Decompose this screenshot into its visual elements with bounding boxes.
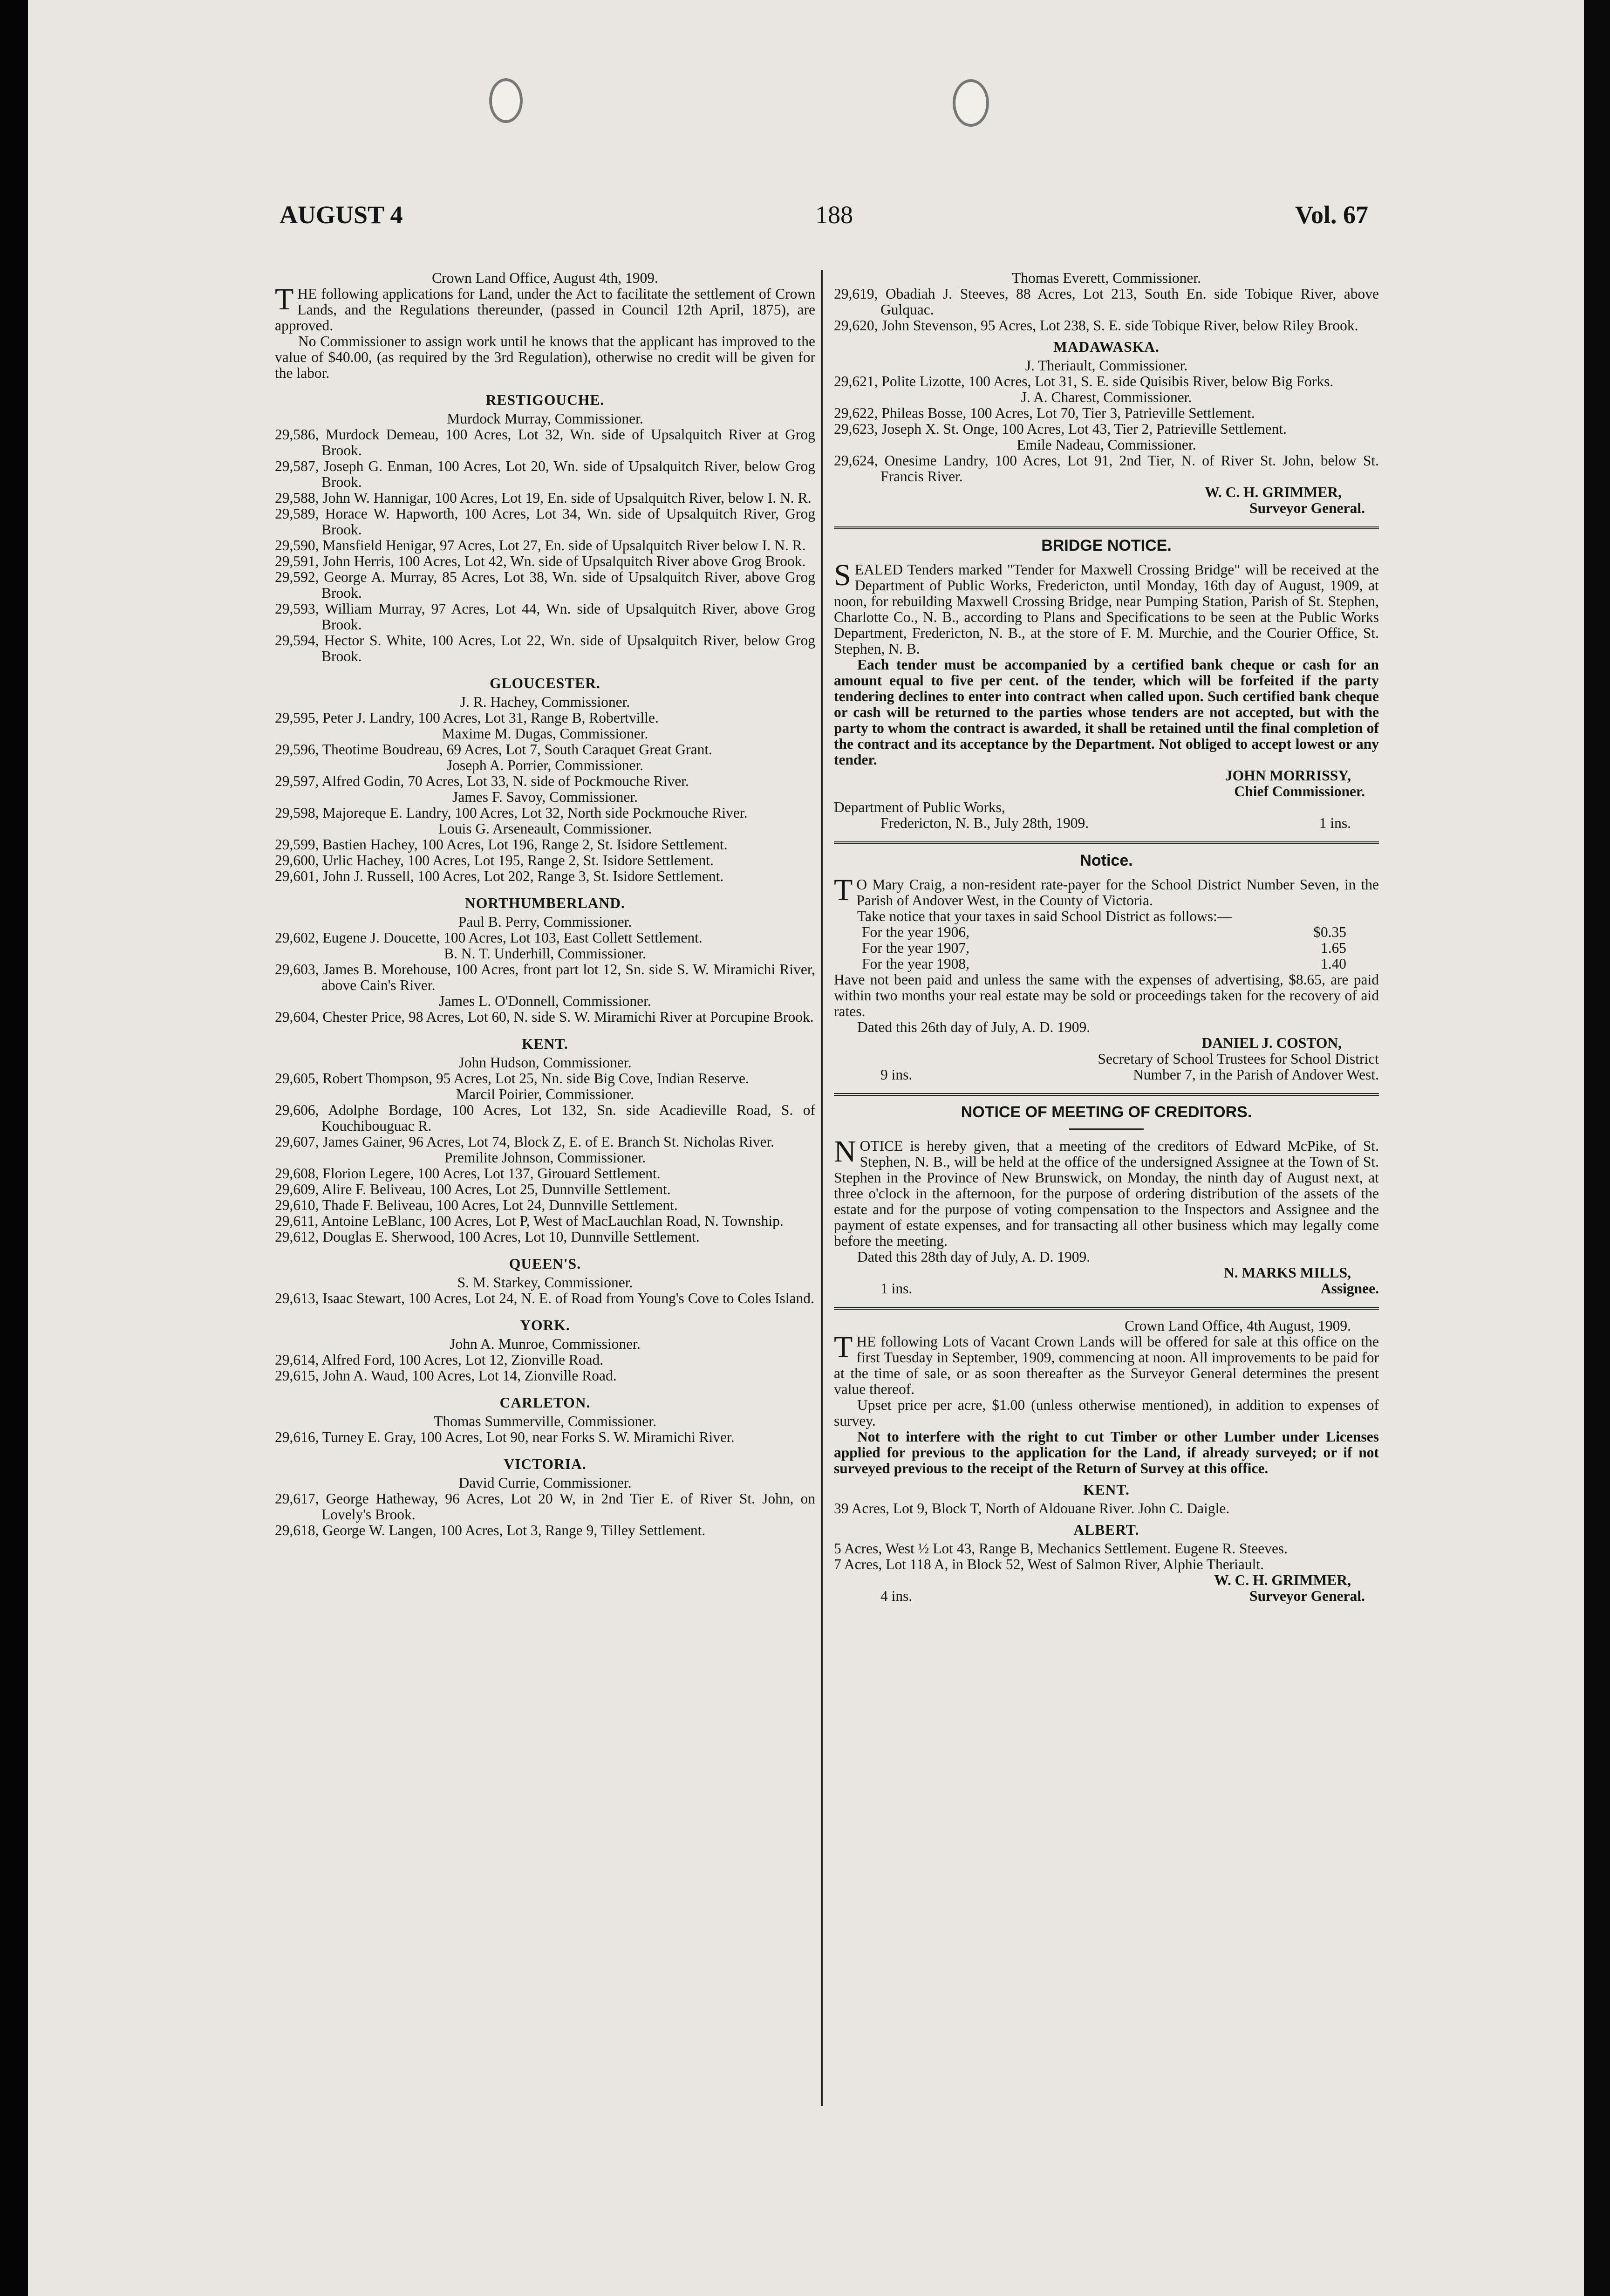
county-heading: KENT. xyxy=(522,1036,568,1052)
bridge-signature-name: JOHN MORRISSY, xyxy=(1225,767,1351,784)
commissioner-name: Thomas Everett, Commissioner. xyxy=(1012,270,1201,286)
commissioner-name: Joseph A. Porrier, Commissioner. xyxy=(446,757,644,773)
tax-row xyxy=(834,956,1346,972)
commissioner-name: Murdock Murray, Commissioner. xyxy=(447,410,643,427)
commissioner-name: John A. Munroe, Commissioner. xyxy=(450,1336,641,1352)
county-heading: VICTORIA. xyxy=(504,1456,587,1472)
notice-dated: Dated this 26th day of July, A. D. 1909. xyxy=(857,1019,1091,1035)
land-application-entry: 29,619, Obadiah J. Steeves, 88 Acres, Lot 213, South En. side Tobique River, above Gulquac. xyxy=(834,286,1379,318)
vacant-signature-title: Surveyor General. xyxy=(1249,1588,1365,1604)
land-application-entry: 29,609, Alire F. Beliveau, 100 Acres, Lot 25, Dunnville Settlement. xyxy=(275,1181,671,1197)
land-application-entry: 29,590, Mansfield Henigar, 97 Acres, Lot 27, En. side of Upsalquitch River below I. N. R. xyxy=(275,537,806,554)
commissioner-name: S. M. Starkey, Commissioner. xyxy=(457,1274,633,1291)
county-heading-albert: ALBERT. xyxy=(1073,1522,1139,1538)
land-application-entry: 29,599, Bastien Hachey, 100 Acres, Lot 196, Range 2, St. Isidore Settlement. xyxy=(275,836,728,853)
notice-body-2: Take notice that your taxes in said School District as follows:— xyxy=(857,908,1232,924)
scan-border-right xyxy=(1584,0,1610,2296)
tax-table xyxy=(834,924,1379,972)
tax-row xyxy=(834,940,1346,956)
land-application-entry: 29,615, John A. Waud, 100 Acres, Lot 14, Zionville Road. xyxy=(275,1367,617,1384)
land-application-entry: 29,613, Isaac Stewart, 100 Acres, Lot 24, N. E. of Road from Young's Cove to Coles Island. xyxy=(275,1290,814,1306)
spacer xyxy=(275,1025,815,1031)
commissioner-name: Louis G. Arseneault, Commissioner. xyxy=(438,820,652,837)
tax-row xyxy=(834,924,1346,940)
county-heading: RESTIGOUCHE. xyxy=(485,392,605,408)
land-application-entry: 29,624, Onesime Landry, 100 Acres, Lot 91, 2nd Tier, N. of River St. John, below St. Francis River. xyxy=(834,452,1379,485)
land-application-entry: 29,603, James B. Morehouse, 100 Acres, front part lot 12, Sn. side S. W. Miramichi River, above Cain's River. xyxy=(275,961,815,993)
land-application-entry: 29,621, Polite Lizotte, 100 Acres, Lot 31, S. E. side Quisibis River, below Big Forks. xyxy=(834,373,1334,390)
land-application-entry: 29,598, Majoreque E. Landry, 100 Acres, Lot 32, North side Pockmouche River. xyxy=(275,805,748,821)
land-application-entry: 29,596, Theotime Boudreau, 69 Acres, Lot 7, South Caraquet Great Grant. xyxy=(275,741,712,758)
short-rule xyxy=(1069,1128,1144,1130)
land-application-entry: 29,611, Antoine LeBlanc, 100 Acres, Lot P, West of MacLauchlan Road, N. Township. xyxy=(275,1213,784,1229)
spacer xyxy=(275,1384,815,1389)
notice-signature-title: Secretary of School Trustees for School District xyxy=(1098,1051,1379,1067)
intro-paragraph: THE following applications for Land, under the Act to facilitate the settlement of Crown Lands, and the Regulations thereunder, (passed in Council 12th April, 1875), are approved. xyxy=(275,282,815,334)
commissioner-name: Marcil Poirier, Commissioner. xyxy=(456,1086,634,1102)
tax-amount: 1.40 xyxy=(1320,956,1346,972)
land-application-entry: 29,594, Hector S. White, 100 Acres, Lot 22, Wn. side of Upsalquitch River, below Grog Brook. xyxy=(275,632,815,664)
land-application-entry: 29,623, Joseph X. St. Onge, 100 Acres, Lot 43, Tier 2, Patrieville Settlement. xyxy=(834,421,1287,437)
spacer xyxy=(275,1245,815,1250)
punch-hole xyxy=(953,79,989,127)
commissioner-name: James F. Savoy, Commissioner. xyxy=(452,789,638,805)
bridge-ins: 1 ins. xyxy=(1319,815,1351,831)
bridge-notice-body-2: Each tender must be accompanied by a certified bank cheque or cash for an amount equal to five per cent. of the tender, which will be forfeited if the party tendering declines to enter into contract when called upon. Such certified bank cheque or cash will be returned to the parties whose tenders are not accepted, but with the party to whom the contract is awarded, it shall be retained until the final completion of the contract and its acceptance by the Department. Not obliged to accept lowest or any tender. xyxy=(834,656,1379,768)
notice-body-3: Have not been paid and unless the same with the expenses of advertising, $8.65, are paid within two months your real estate may be sold or proceedings taken for the recovery of aid rates. xyxy=(834,971,1379,1019)
county-heading: GLOUCESTER. xyxy=(490,675,600,691)
tax-year: For the year 1906, xyxy=(862,924,969,940)
creditors-heading: NOTICE OF MEETING OF CREDITORS. xyxy=(961,1103,1252,1121)
spacer xyxy=(275,1306,815,1312)
land-application-entry: 29,588, John W. Hannigar, 100 Acres, Lot 19, En. side of Upsalquitch River, below I. N. R. xyxy=(275,490,812,506)
vacant-dateline: Crown Land Office, 4th August, 1909. xyxy=(1125,1318,1351,1334)
vacant-signature-name: W. C. H. GRIMMER, xyxy=(1214,1572,1351,1588)
divider xyxy=(834,526,1379,529)
land-application-entry: 29,612, Douglas E. Sherwood, 100 Acres, Lot 10, Dunnville Settlement. xyxy=(275,1229,700,1245)
commissioner-name: David Currie, Commissioner. xyxy=(458,1475,632,1491)
commissioner-name: John Hudson, Commissioner. xyxy=(458,1054,632,1071)
tax-amount: 1.65 xyxy=(1320,940,1346,956)
land-application-entry: 29,591, John Herris, 100 Acres, Lot 42, Wn. side of Upsalquitch River above Grog Brook. xyxy=(275,553,806,569)
land-application-entry: 29,608, Florion Legere, 100 Acres, Lot 137, Girouard Settlement. xyxy=(275,1165,661,1182)
spacer xyxy=(275,664,815,670)
madawaska-section xyxy=(834,339,1379,485)
spacer xyxy=(275,1445,815,1451)
tax-year: For the year 1907, xyxy=(862,940,969,956)
notice-signature-title-2: Number 7, in the Parish of Andover West. xyxy=(1133,1066,1379,1083)
signature-name: W. C. H. GRIMMER, xyxy=(1205,484,1342,500)
kent-lots xyxy=(834,1501,1379,1517)
creditors-signature-name: N. MARKS MILLS, xyxy=(1223,1264,1351,1281)
vacant-lot-entry: 39 Acres, Lot 9, Block T, North of Aldouane River. John C. Daigle. xyxy=(834,1500,1230,1517)
header-volume: Vol. 67 xyxy=(1295,201,1369,229)
land-application-entry: 29,593, William Murray, 97 Acres, Lot 44, Wn. side of Upsalquitch River, above Grog Brook. xyxy=(275,601,815,633)
creditors-signature-title: Assignee. xyxy=(1320,1280,1379,1297)
bridge-notice-heading: BRIDGE NOTICE. xyxy=(1041,537,1172,554)
vacant-ins: 4 ins. xyxy=(880,1588,913,1604)
victoria-continued xyxy=(834,270,1379,334)
page-header xyxy=(280,200,1398,238)
land-application-entry: 29,622, Phileas Bosse, 100 Acres, Lot 70, Tier 3, Patrieville Settlement. xyxy=(834,405,1255,421)
bridge-signature-title: Chief Commissioner. xyxy=(1234,783,1365,800)
vacant-lot-entry: 5 Acres, West ½ Lot 43, Range B, Mechanics Settlement. Eugene R. Steeves. xyxy=(834,1540,1288,1557)
commissioner-name: Premilite Johnson, Commissioner. xyxy=(444,1149,646,1166)
land-application-entry: 29,605, Robert Thompson, 95 Acres, Lot 25, Nn. side Big Cove, Indian Reserve. xyxy=(275,1070,749,1086)
land-application-entry: 29,601, John J. Russell, 100 Acres, Lot 202, Range 3, St. Isidore Settlement. xyxy=(275,868,724,884)
vacant-body-2: Upset price per acre, $1.00 (unless otherwise mentioned), in addition to expenses of survey. xyxy=(834,1397,1379,1429)
land-application-entry: 29,592, George A. Murray, 85 Acres, Lot 38, Wn. side of Upsalquitch River, above Grog Brook. xyxy=(275,569,815,601)
albert-lots xyxy=(834,1541,1379,1572)
land-application-entry: 29,586, Murdock Demeau, 100 Acres, Lot 32, Wn. side of Upsalquitch River at Grog Brook. xyxy=(275,426,815,458)
spacer xyxy=(275,381,815,387)
land-application-entry: 29,616, Turney E. Gray, 100 Acres, Lot 90, near Forks S. W. Miramichi River. xyxy=(275,1429,735,1445)
land-application-entry: 29,600, Urlic Hachey, 100 Acres, Lot 195, Range 2, St. Isidore Settlement. xyxy=(275,852,714,868)
land-application-entry: 29,604, Chester Price, 98 Acres, Lot 60, N. side S. W. Miramichi River at Porcupine Brook. xyxy=(275,1009,814,1025)
tax-year: For the year 1908, xyxy=(862,956,969,972)
creditors-body: NOTICE is hereby given, that a meeting of the creditors of Edward McPike, of St. Stephen, N. B., will be held at the office of the undersigned Assignee at the Town of St. Stephen in the Province of New Brunswick, on Monday, the ninth day of August next, at three o'clock in the afternoon, for the purpose of ordering distribution of the assets of the estate and for the purpose of voting compensation to the Inspectors and Assignee and the payment of estate expenses, and for transacting all other business which may legally come before the meeting. xyxy=(834,1134,1379,1249)
vacant-lot-entry: 7 Acres, Lot 118 A, in Block 52, West of Salmon River, Alphie Theriault. xyxy=(834,1556,1264,1572)
header-date: AUGUST 4 xyxy=(280,201,403,229)
notice-ins: 9 ins. xyxy=(880,1066,913,1083)
left-column xyxy=(275,270,815,1538)
commissioner-name: James L. O'Donnell, Commissioner. xyxy=(439,993,651,1009)
land-application-entry: 29,589, Horace W. Hapworth, 100 Acres, Lot 34, Wn. side of Upsalquitch River, Grog Brook. xyxy=(275,506,815,538)
land-application-entry: 29,617, George Hatheway, 96 Acres, Lot 20 W, in 2nd Tier E. of River St. John, on Lovely's Brook. xyxy=(275,1490,815,1523)
notice-signature-name: DANIEL J. COSTON, xyxy=(1201,1035,1342,1051)
bridge-place: Fredericton, N. B., July 28th, 1909. xyxy=(880,815,1089,831)
commissioner-name: Emile Nadeau, Commissioner. xyxy=(1016,437,1196,453)
commissioner-name: Paul B. Perry, Commissioner. xyxy=(458,914,632,930)
notice-heading: Notice. xyxy=(1080,852,1133,869)
dateline: Crown Land Office, August 4th, 1909. xyxy=(432,270,658,286)
commissioner-name: Maxime M. Dugas, Commissioner. xyxy=(442,725,648,742)
intro-paragraph-2: No Commissioner to assign work until he knows that the applicant has improved to the value of $40.00, (as required by the 3rd Regulation), otherwise no credit will be given for the labor. xyxy=(275,333,815,381)
commissioner-name: J. R. Hachey, Commissioner. xyxy=(460,694,630,710)
county-heading: MADAWASKA. xyxy=(1053,339,1160,355)
tax-amount: $0.35 xyxy=(1313,924,1346,940)
spacer xyxy=(275,884,815,890)
county-heading-kent: KENT. xyxy=(1083,1482,1130,1498)
land-application-entry: 29,597, Alfred Godin, 70 Acres, Lot 33, N. side of Pockmouche River. xyxy=(275,773,689,789)
land-application-entry: 29,606, Adolphe Bordage, 100 Acres, Lot 132, Sn. side Acadieville Road, S. of Kouchibouguac R. xyxy=(275,1102,815,1134)
land-application-entry: 29,595, Peter J. Landry, 100 Acres, Lot 31, Range B, Robertville. xyxy=(275,710,659,726)
land-application-entry: 29,614, Alfred Ford, 100 Acres, Lot 12, Zionville Road. xyxy=(275,1352,604,1368)
commissioner-name: Thomas Summerville, Commissioner. xyxy=(434,1413,656,1429)
commissioner-name: B. N. T. Underhill, Commissioner. xyxy=(444,945,646,962)
divider xyxy=(834,1307,1379,1310)
county-heading: YORK. xyxy=(520,1317,570,1333)
land-application-entry: 29,620, John Stevenson, 95 Acres, Lot 238, S. E. side Tobique River, below Riley Brook. xyxy=(834,317,1358,334)
creditors-ins: 1 ins. xyxy=(880,1280,913,1297)
land-application-entry: 29,602, Eugene J. Doucette, 100 Acres, Lot 103, East Collett Settlement. xyxy=(275,929,703,946)
bridge-department: Department of Public Works, xyxy=(834,799,1005,815)
right-column xyxy=(834,270,1379,1604)
vacant-body-3: Not to interfere with the right to cut Timber or other Lumber under Licenses applied for previous to the application for the Land, if already surveyed; or if not surveyed previous to the receipt of the Return of Survey at this office. xyxy=(834,1428,1379,1476)
page-number: 188 xyxy=(815,201,853,229)
bridge-notice-body: SEALED Tenders marked "Tender for Maxwell Crossing Bridge" will be received at the Department of Public Works, Fredericton, until Monday, 16th day of August, 1909, at noon, for rebuilding Maxwell Crossing Bridge, near Pumping Station, Parish of St. Stephen, Charlotte Co., N. B., according to Plans and Specifications to be seen at the Public Works Department, Fredericton, N. B., at the store of F. M. Murchie, and the Courier Office, St. Stephen, N. B. xyxy=(834,558,1379,657)
county-heading: NORTHUMBERLAND. xyxy=(465,895,625,911)
county-list xyxy=(275,381,815,1538)
notice-body: TO Mary Craig, a non-resident rate-payer for the School District Number Seven, in the Parish of Andover West, in the County of Victoria. xyxy=(834,873,1379,909)
vacant-body: THE following Lots of Vacant Crown Lands will be offered for sale at this office on the first Tuesday in September, 1909, commencing at noon. All improvements to be paid for at the time of sale, or as soon thereafter as the Surveyor General determines the present value thereof. xyxy=(834,1330,1379,1397)
land-application-entry: 29,587, Joseph G. Enman, 100 Acres, Lot 20, Wn. side of Upsalquitch River, below Grog Brook. xyxy=(275,458,815,490)
commissioner-name: J. A. Charest, Commissioner. xyxy=(1021,389,1192,405)
divider xyxy=(834,1093,1379,1096)
commissioner-name: J. Theriault, Commissioner. xyxy=(1025,357,1188,374)
land-application-entry: 29,610, Thade F. Beliveau, 100 Acres, Lot 24, Dunnville Settlement. xyxy=(275,1197,678,1213)
column-divider xyxy=(821,270,823,2106)
county-heading: QUEEN'S. xyxy=(509,1256,581,1272)
divider xyxy=(834,841,1379,844)
punch-hole xyxy=(489,78,523,123)
land-application-entry: 29,607, James Gainer, 96 Acres, Lot 74, Block Z, E. of E. Branch St. Nicholas River. xyxy=(275,1134,775,1150)
signature-title: Surveyor General. xyxy=(1249,500,1365,516)
county-heading: CARLETON. xyxy=(499,1394,591,1411)
creditors-dated: Dated this 28th day of July, A. D. 1909. xyxy=(857,1249,1091,1265)
land-application-entry: 29,618, George W. Langen, 100 Acres, Lot 3, Range 9, Tilley Settlement. xyxy=(275,1522,706,1538)
scan-border-left xyxy=(0,0,28,2296)
